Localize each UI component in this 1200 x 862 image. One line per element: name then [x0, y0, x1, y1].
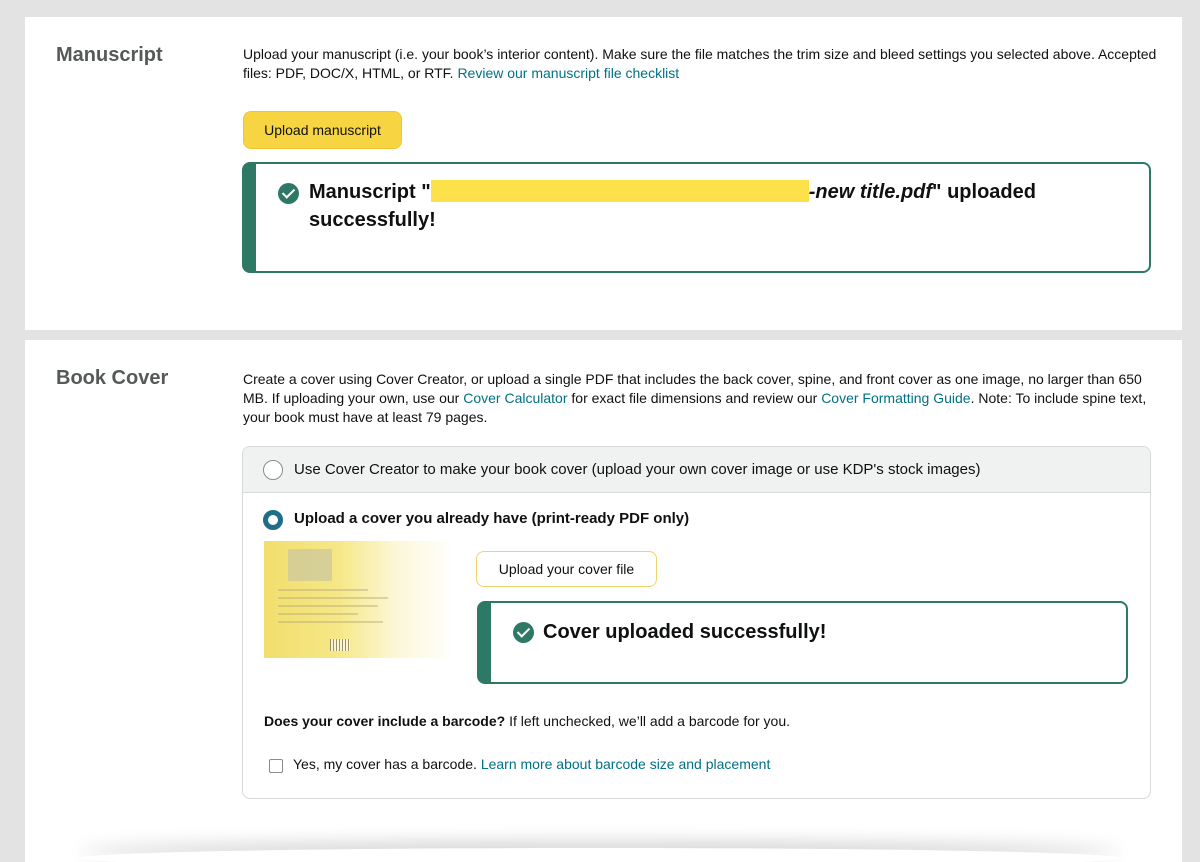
book-cover-section — [25, 340, 1182, 862]
cover-calculator-link[interactable]: Cover Calculator — [463, 390, 568, 406]
check-circle-icon — [513, 622, 534, 643]
cover-desc-part2: for exact file dimensions and review our — [567, 390, 822, 406]
cover-desc-part3: . Note: To include spine text, your book must have at least 79 pages. — [243, 390, 1147, 425]
manuscript-description — [243, 45, 1158, 83]
barcode-question-rest: If left unchecked, we’ll add a barcode for you. — [505, 713, 791, 729]
option-cover-creator[interactable] — [243, 447, 1150, 493]
manuscript-success-alert — [242, 162, 1151, 273]
thumbnail-text-line — [278, 597, 388, 599]
cover-creator-label: Use Cover Creator to make your book cover (upload your own cover image or use KDP's stock images) — [294, 461, 981, 478]
thumbnail-text-line — [278, 621, 383, 623]
barcode-checkbox-label[interactable]: Yes, my cover has a barcode. — [293, 756, 477, 772]
barcode-question — [264, 713, 790, 729]
manuscript-description-text: Upload your manuscript (i.e. your book’s interior content). Make sure the file matches the trim size and bleed settings you selected above. Accepted files: PDF, DOC/X, HTML, or RTF. — [243, 46, 1157, 81]
thumbnail-text-line — [278, 589, 368, 591]
barcode-question-bold: Does your cover include a barcode? — [264, 713, 506, 729]
thumbnail-image — [288, 549, 332, 581]
cover-desc-part1: Create a cover using Cover Creator, or upload a single PDF that includes the back cover, spine, and front cover as one image, no larger than 650 MB. If uploading your own, use our — [243, 371, 1142, 406]
success-suffix: " uploaded successfully! — [309, 181, 1036, 231]
bottom-shadow — [80, 848, 1120, 862]
manuscript-section — [25, 17, 1182, 330]
barcode-checkbox[interactable] — [269, 759, 283, 773]
redacted-filename — [431, 180, 809, 202]
barcode-checkbox-label-row — [293, 756, 770, 772]
thumbnail-text-line — [278, 605, 378, 607]
manuscript-title: Manuscript — [56, 44, 163, 66]
check-circle-icon — [278, 183, 299, 204]
upload-cover-radio[interactable] — [263, 510, 283, 530]
upload-cover-label: Upload a cover you already have (print-ready PDF only) — [294, 510, 690, 527]
manuscript-success-message — [309, 178, 1089, 234]
book-cover-title: Book Cover — [56, 367, 169, 389]
cover-creator-radio[interactable] — [263, 460, 283, 480]
book-cover-description — [243, 370, 1158, 427]
cover-options-box — [242, 446, 1151, 799]
thumbnail-text-line — [278, 613, 358, 615]
upload-cover-file-button[interactable]: Upload your cover file — [476, 551, 657, 587]
cover-formatting-guide-link[interactable]: Cover Formatting Guide — [821, 390, 971, 406]
success-prefix: Manuscript " — [309, 181, 431, 203]
barcode-learn-more-link[interactable]: Learn more about barcode size and placement — [480, 756, 771, 772]
cover-success-message: Cover uploaded successfully! — [543, 621, 827, 643]
upload-manuscript-button[interactable]: Upload manuscript — [243, 111, 402, 149]
manuscript-checklist-link[interactable]: Review our manuscript file checklist — [457, 65, 680, 81]
thumbnail-barcode — [330, 639, 350, 651]
cover-success-alert — [477, 601, 1128, 684]
cover-thumbnail — [264, 541, 453, 658]
success-filename: -new title.pdf — [808, 181, 933, 203]
